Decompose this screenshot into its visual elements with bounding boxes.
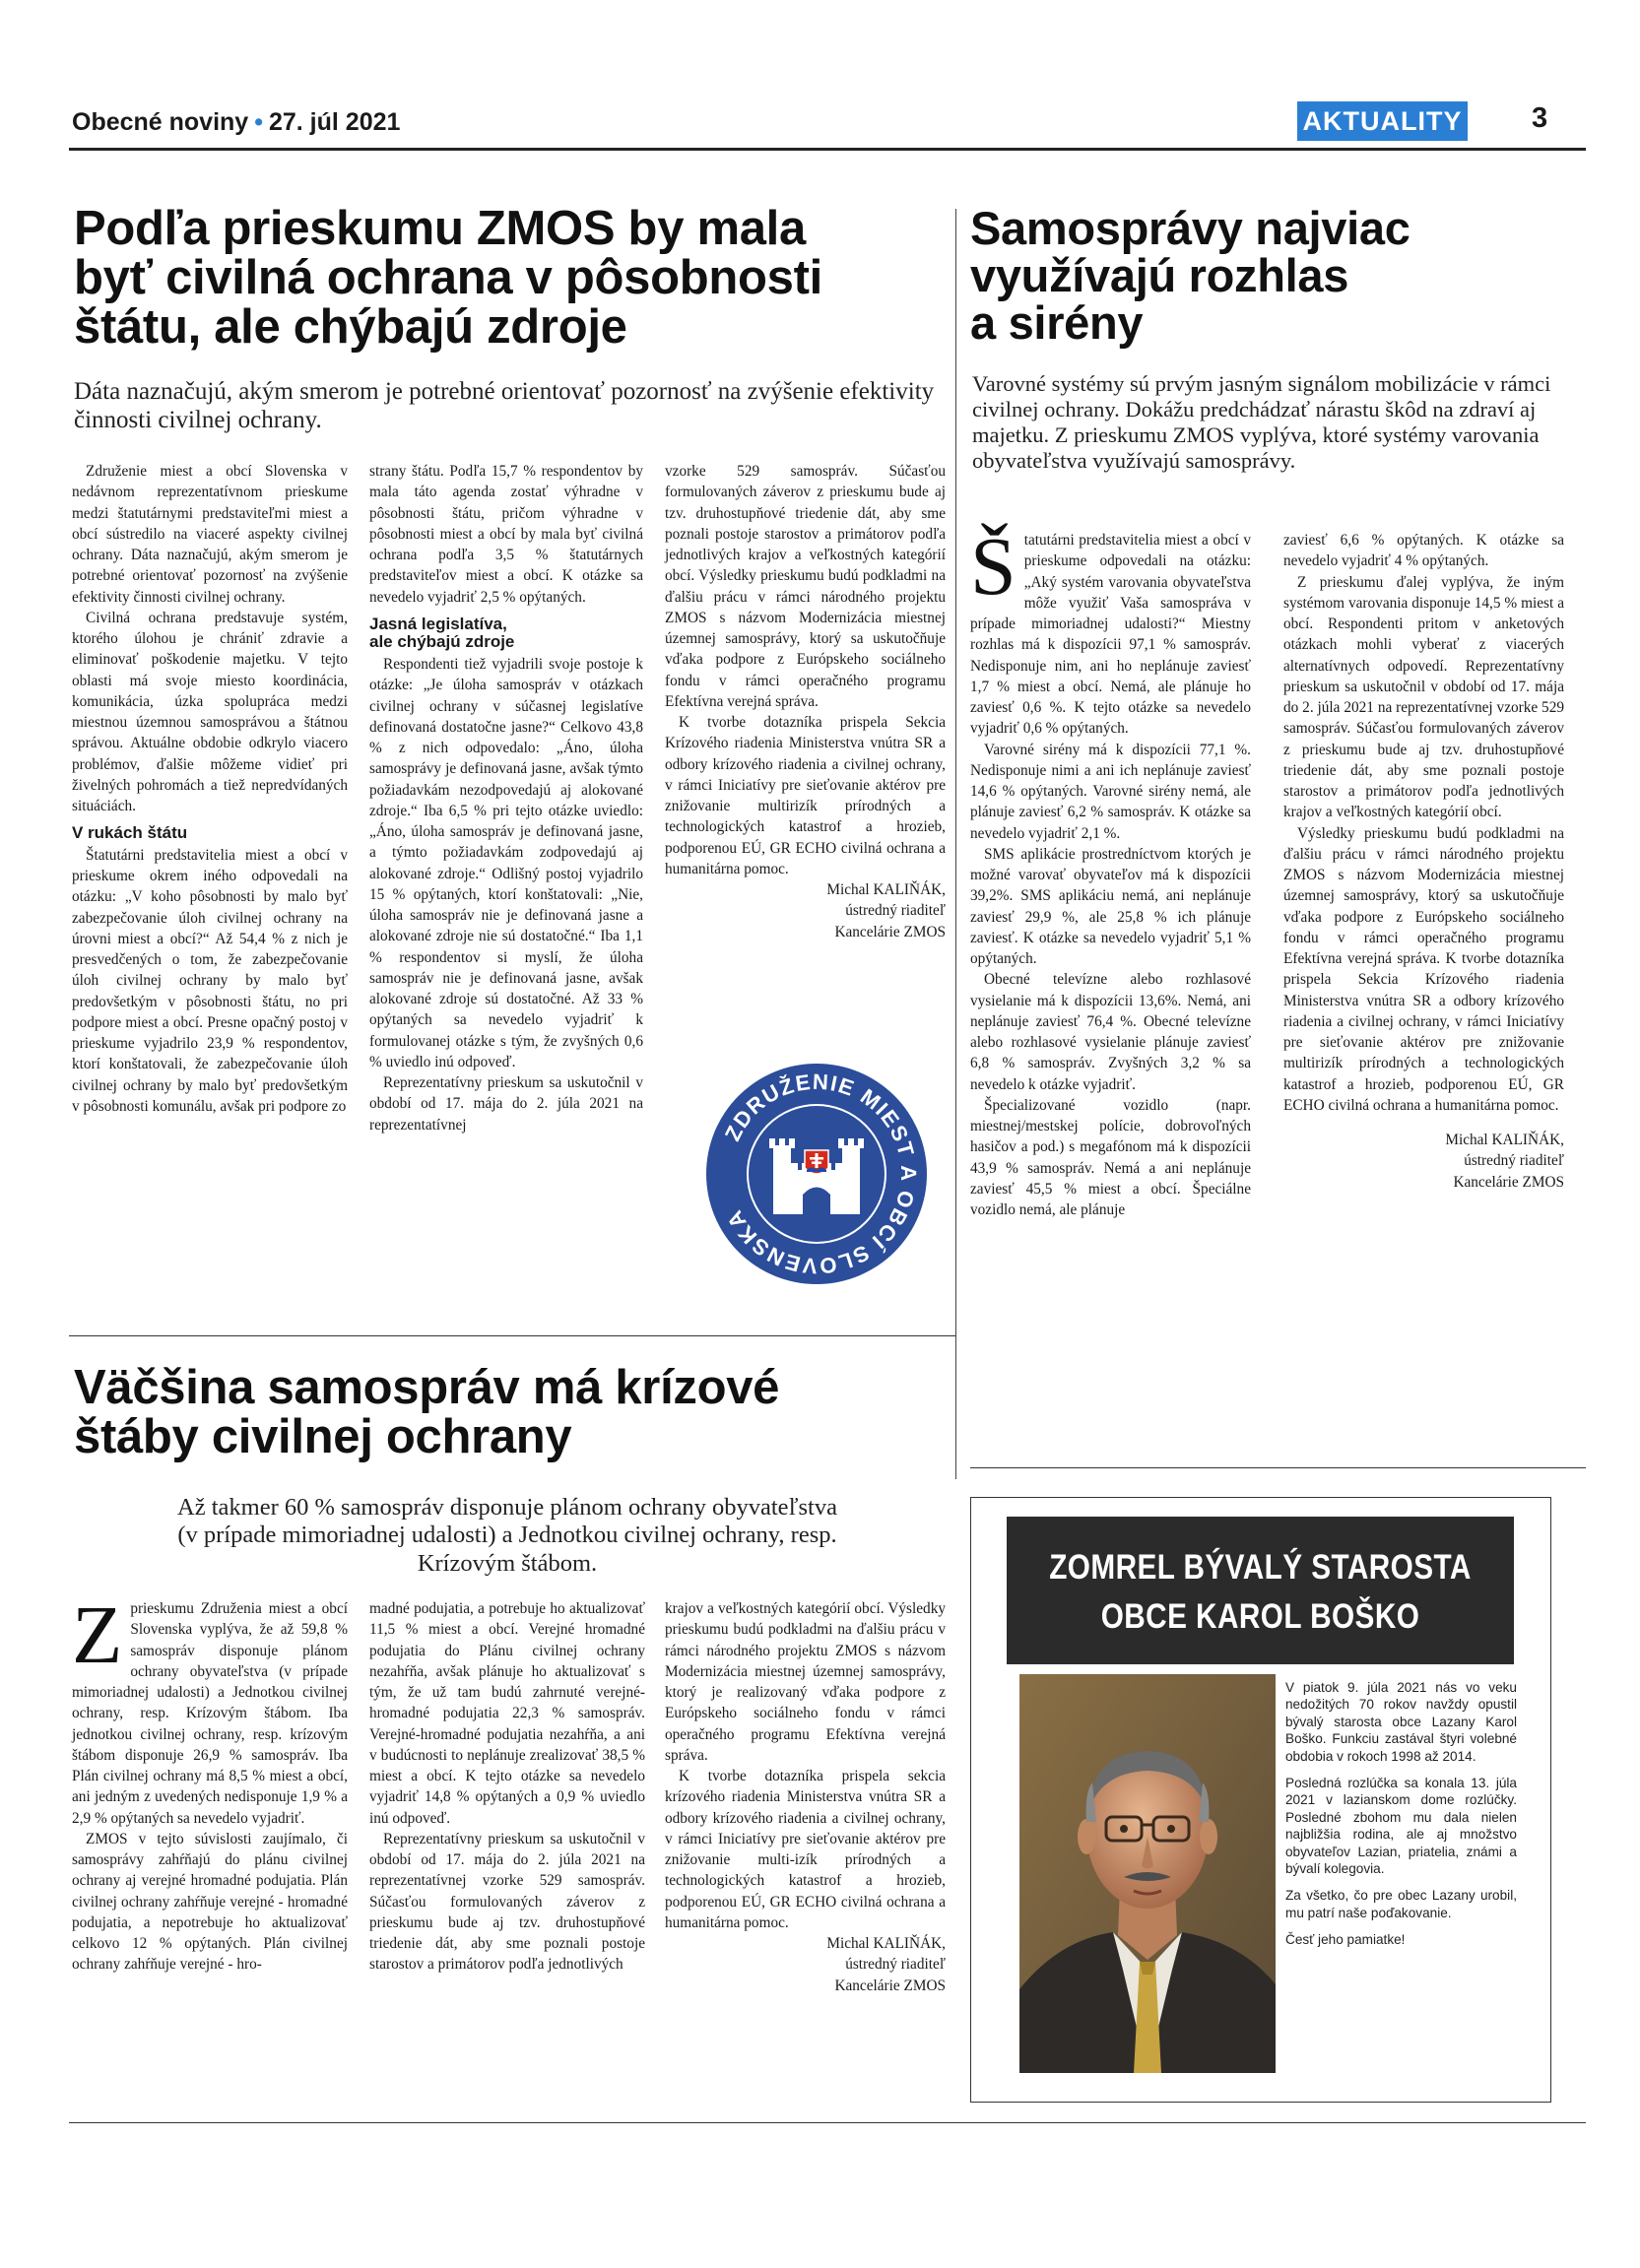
paragraph: Reprezentatívny prieskum sa uskutočnil v období od 17. mája do 2. júla 2021 na reprezentatívnej [369, 1074, 643, 1134]
article2-column-2 [1283, 530, 1564, 1193]
paragraph: Štatutárni predstavitelia miest a obcí v prieskume okrem iného odpovedali na otázku: „V koho pôsobnosti by malo byť zabezpečovanie úloh civilnej ochrany na úrovni miest a obcí?“ Až 54,4 % z nich je presvedčených o tom, že zabezpečovanie úloh civilnej ochrany by malo byť predovšetkým v pôsobnosti štátu, no pri podpore miest a obcí. Presne opačný postoj v prieskume vyjadrilo 23,9 % respondentov, ktorí konštatovali, že zabezpečovanie úloh civilnej ochrany by malo byť predovšetkým v pôsobnosti komunálu, avšak pri podpore zo [72, 846, 348, 1115]
publication-header [72, 108, 400, 137]
paragraph: strany štátu. Podľa 15,7 % respondentov by mala táto agenda zostať výhradne v pôsobnosti štátu, pričom výhradne v pôsobnosti miest a obcí by mala byť civilná ochrana podľa 3,5 % štatutárnych predstaviteľov miest a obcí. K otázke sa nevedelo vyjadriť 2,5 % opýtaných. [369, 463, 643, 606]
signature-role: ústredný riaditeľ [845, 1956, 946, 1974]
article2-title-line: a sirény [970, 295, 1144, 349]
subheading-line: ale chýbajú zdroje [369, 632, 515, 652]
lead-line: Až takmer 60 % samospráv disponuje plánom ochrany obyvateľstva [177, 1494, 837, 1521]
lead-line: (v prípade mimoriadnej udalosti) a Jednotkou civilnej ochrany, resp. [177, 1522, 837, 1549]
paragraph: K tvorbe dotazníka prispela sekcia krízového riadenia Ministerstva vnútra SR a odbory krízového riadenia a civilnej ochrany, v rámci Iniciatívy pre sieťovanie aktérov pre znižovanie multi-izík prírodných a technologických katastrof a hrozieb, podporenou EÚ, GR ECHO civilná ochrana a humanitárna pomoc. [665, 1768, 946, 1931]
obituary-title-line: OBCE KAROL BOŠKO [1100, 1597, 1420, 1636]
paragraph: krajov a veľkostných kategórií obcí. Výsledky prieskumu budú podkladmi na ďalšiu prácu v rámci národného projektu ZMOS s názvom Modernizácia miestnej územnej samosprávy, ktorý je realizovaný vďaka podpore z Európskeho sociálneho fondu v rámci operačného programu Efektívna verejná správa. [665, 1600, 946, 1764]
paragraph: Výsledky prieskumu budú podkladmi na ďalšiu prácu v rámci národného projektu ZMOS s názvom Modernizácia miestnej územnej samosprávy, ktorý sa uskutočňuje vďaka podpore z Európskeho sociálneho fondu v rámci operačného programu Efektívna verejná správa. K tvorbe dotazníka prispela Sekcia Krízového riadenia Ministerstva vnútra SR a odbory krízového riadenia a civilnej ochrany, v rámci Iniciatívy pre sieťovanie aktérov pre znižovanie multirizík prírodných a technologických katastrof a hrozieb, podporenou EÚ, GR ECHO civilná ochrana a humanitárna pomoc. [1283, 824, 1564, 1114]
section-label: AKTUALITY [1297, 101, 1468, 141]
header-separator: • [254, 108, 263, 136]
subheading [369, 616, 643, 652]
paragraph: K tvorbe dotazníka prispela Sekcia Krízového riadenia Ministerstva vnútra SR a odbory krízového riadenia a civilnej ochrany, v rámci Iniciatívy pre sieťovanie aktérov pre znižovanie multirizík prírodných a technologických katastrof a hrozieb, podporenou EÚ, GR ECHO civilná ochrana a humanitárna pomoc. [665, 714, 946, 877]
subheading: V rukách štátu [72, 823, 188, 843]
logo-ring-text: ZDRUŽENIE MIEST A OBCÍ SLOVENSKA [719, 1069, 922, 1279]
signature-org: Kancelárie ZMOS [834, 1976, 946, 1994]
article3-title-line: Väčšina samospráv má krízové [74, 1361, 780, 1414]
paragraph: Za všetko, čo pre obec Lazany urobil, mu patrí naše poďakovanie. [1285, 1888, 1517, 1920]
section-divider [970, 1467, 1586, 1468]
obituary-title-line: ZOMREL BÝVALÝ STAROSTA [1049, 1548, 1472, 1587]
article3-column-3 [665, 1598, 946, 1996]
paragraph: Civilná ochrana predstavuje systém, ktorého úlohou je chrániť zdravie a eliminovať poškodenie majetku. V tejto oblasti má svoje miesto koordinácia, komunikácia, úzka spolupráca medzi miestnou územnou samosprávou a štátnou správou. Aktuálne obdobie odkrylo viacero problémov, ďalšie môžeme vidieť pri živelných pohromách a tiež nepredvídaných situáciách. [72, 609, 348, 814]
paragraph: madné podujatia, a potrebuje ho aktualizovať 11,5 % miest a obcí. Verejné hromadné podujatia do Plánu civilnej ochrany nezahŕňa, avšak plánuje ho aktualizovať s tým, že už tam budú zahrnuté verejné-hromadné podujatia 22,3 % samospráv. Verejné-hromadné podujatia nezahŕňa, a ani v budúcnosti to neplánuje zrealizovať 38,5 % miest a obcí. K tejto otázke sa nevedelo vyjadriť 14,8 % opýtaných a 0,9 % uviedlo inú odpoveď. [369, 1600, 645, 1827]
paragraph [72, 1589, 348, 1829]
signature-name: Michal KALIŇÁK, [1445, 1132, 1564, 1148]
paragraph: vzorke 529 samospráv. Súčasťou formulovaných záverov z prieskumu bude aj tzv. druhostupňové triedenie dát, aby sme poznali postoje starostov a primátorov podľa jednotlivých krajov a veľkostných kategórií obcí. Výsledky prieskumu budú podkladmi na ďalšiu prácu v rámci národného projektu ZMOS s názvom Modernizácia miestnej územnej samosprávy, ktorý sa uskutočňuje vďaka podpore z Európskeho sociálneho fondu v rámci operačného programu Efektívna verejná správa. [665, 463, 946, 710]
article2-title-line: Samosprávy najviac [970, 202, 1410, 254]
signature-org: Kancelárie ZMOS [1453, 1173, 1564, 1191]
issue-date: 27. júl 2021 [268, 108, 401, 136]
signature-name: Michal KALIŇÁK, [826, 1935, 946, 1952]
column-divider [955, 209, 956, 1479]
page-number: 3 [1532, 102, 1548, 134]
paragraph: zaviesť 6,6 % opýtaných. K otázke sa nevedelo vyjadriť 4 % opýtaných. [1283, 532, 1564, 570]
obituary-portrait [1019, 1674, 1276, 2073]
signature-role: ústredný riaditeľ [1464, 1152, 1564, 1170]
zmos-logo [704, 1062, 929, 1286]
dropcap: Š [970, 521, 1017, 613]
dropcap: Z [72, 1589, 123, 1681]
article3-lead [74, 1494, 941, 1578]
header-rule [69, 148, 1586, 151]
article1-column-1 [72, 461, 348, 1117]
signature-role: ústredný riaditeľ [845, 902, 946, 920]
paragraph: SMS aplikácie prostredníctvom ktorých je možné varovať obyvateľov má k dispozícii 39,2%. SMS aplikáciu nemá, ani neplánuje zaviesť 29,9 %, ale 25,8 % ich plánuje zaviesť. K otázke sa nevedelo vyjadriť 5,1 % opýtaných. [970, 845, 1251, 967]
article1-column-2 [369, 461, 643, 1135]
portrait-image [1019, 1674, 1276, 2073]
paragraph: ZMOS v tejto súvislosti zaujímalo, či samosprávy zahŕňajú do plánu civilnej ochrany aj verejné hromadné podujatia. Plán civilnej ochrany zahŕňuje verejné - hromadné podujatia, a nepotrebuje ho aktualizovať celkovo 12 % opýtaných. Plán civilnej ochrany zahŕňuje verejné - hro- [72, 1830, 348, 1974]
signature-name: Michal KALIŇÁK, [826, 881, 946, 898]
paragraph: Varovné sirény má k dispozícii 77,1 %. Nedisponuje nimi a ani ich neplánuje zaviesť 14,6 % opýtaných. Varovné sirény nemá, ale plánuje zaviesť 6,2 % samospráv. K otázke sa nevedelo vyjadriť 2,1 %. [970, 741, 1251, 842]
section-divider [69, 1335, 955, 1336]
paragraph: Špecializované vozidlo (napr. miestnej/mestskej polície, dobrovoľných hasičov a pod.) s megafónom má k dispozícii 43,9 % samospráv. Nemá a ani neplánuje zaviesť 45,5 % miest a obcí. Špeciálne vozidlo nemá, ale plánuje [970, 1096, 1251, 1218]
article1-title-line: byť civilná ochrana v pôsobnosti [74, 250, 822, 304]
article3-column-2 [369, 1598, 645, 1976]
article2-column-1 [970, 521, 1251, 1220]
paragraph: V piatok 9. júla 2021 nás vo veku nedožitých 70 rokov navždy opustil bývalý starosta obce Lazany Karol Boško. Funkciu zastával štyri volebné obdobia v rokoch 1998 až 2014. [1285, 1680, 1517, 1764]
article1-column-3 [665, 461, 946, 942]
article1-title-line: štátu, ale chýbajú zdroje [74, 299, 627, 354]
obituary-title [1007, 1517, 1514, 1664]
paragraph: Reprezentatívny prieskum sa uskutočnil v období od 17. mája do 2. júla 2021 na reprezentatívnej vzorke 529 samospráv. Súčasťou formulovaných záverov z prieskumu bude aj tzv. druhostupňové triedenie dát, aby sme poznali postoje starostov a primátorov podľa jednotlivých [369, 1830, 645, 1974]
bottom-rule [69, 2122, 1586, 2123]
obituary-text [1285, 1679, 1517, 1958]
signature-org: Kancelárie ZMOS [834, 923, 946, 940]
paragraph: Obecné televízne alebo rozhlasové vysielanie má k dispozícii 13,6%. Nemá, ani neplánuje zaviesť 76,4 %. Obecné televízne alebo rozhlasové vysielanie plánuje zaviesť 6,8 % samospráv. Zvyšných 3,2 % sa nevedelo k otázke vyjadriť. [970, 971, 1251, 1093]
paragraph: Posledná rozlúčka sa konala 13. júla 2021 v lazianskom dome rozlúčky. Posledné zbohom mu dala nielen najbližšia rodina, ale aj množstvo obyvateľov Lazian, priatelia, známi a bývalí kolegovia. [1285, 1775, 1517, 1876]
subheading-line: Jasná legislatíva, [369, 614, 507, 633]
article1-lead: Dáta naznačujú, akým smerom je potrebné orientovať pozornosť na zvýšenie efektivity činnosti civilnej ochrany. [74, 378, 935, 433]
slovak-shield-icon [805, 1150, 828, 1174]
logo-gate [803, 1188, 830, 1215]
article2-title-line: využívajú rozhlas [970, 248, 1349, 301]
article1-title [74, 202, 951, 354]
article1-title-line: Podľa prieskumu ZMOS by mala [74, 202, 806, 255]
publication-name: Obecné noviny [72, 108, 249, 136]
paragraph: Z prieskumu ďalej vyplýva, že iným systémom varovania disponuje 14,5 % miest a obcí. Respondenti pritom v anketových otázkach mohli vyberať z viacerých alternatívnych odpovedí. Reprezentatívny prieskum sa uskutočnil v období od 17. mája do 2. júla 2021 na reprezentatívnej vzorke 529 samospráv. Súčasťou formulovaných záverov z prieskumu bude aj tzv. druhostupňové triedenie dát, aby sme poznali postoje starostov a primátorov podľa jednotlivých krajov a veľkostných kategórií obcí. [1283, 573, 1564, 821]
paragraph: Česť jeho pamiatke! [1285, 1932, 1406, 1948]
paragraph: Respondenti tiež vyjadrili svoje postoje k otázke: „Je úloha samospráv v otázkach civilnej ochrany v súčasnej legislatíve definovaná dostatočne jasne?“ Celkovo 43,8 % z nich odpovedalo: „Áno, úloha samosprávy je definovaná jasne, avšak týmto požiadavkám nezodpovedajú aj alokované zdroje.“ Iba 6,5 % pri tejto otázke uviedlo: „Áno, úloha samospráv je definovaná jasne, a týmto požiadavkám zodpovedajú aj alokované zdroje.“ Odlišný postoj vyjadrilo 15 % opýtaných, ktorí konštatovali: „Nie, úloha samospráv nie je definovaná jasne a alokované zdroje nie sú dostatočné.“ Iba 1,1 % respondentov si myslí, že úloha samospráv nie je definovaná jasne, avšak alokované zdroje sú dostatočné. Až 33 % opýtaných sa nevedelo vyjadriť k formulovanej otázke s tým, že zvyšných 0,6 % uviedlo inú odpoveď. [369, 656, 643, 1070]
paragraph: Združenie miest a obcí Slovenska v nedávnom reprezentatívnom prieskume medzi štatutárnymi predstaviteľmi miest a obcí sústredilo na viaceré aspekty civilnej ochrany. Dáta naznačujú, akým smerom je potrebné orientovať pozornosť na zvýšenie efektivity činnosti civilnej ochrany. [72, 463, 348, 606]
article3-title [74, 1361, 951, 1463]
paragraph-text: prieskumu Združenia miest a obcí Slovenska vyplýva, že až 59,8 % samospráv disponuje plánom ochrany obyvateľstva (v prípade mimoriadnej udalosti) a Jednotkou civilnej ochrany, resp. Krízovým štábom. Iba jednotkou civilnej ochrany, resp. krízovým štábom disponuje 26,9 % samospráv. Iba Plán civilnej ochrany má 8,5 % miest a obcí, ani jedným z uvedených nedisponuje 1,9 % a 2,9 % opýtaných sa nevedelo vyjadriť. [72, 1600, 348, 1827]
paragraph-text: tatutárni predstavitelia miest a obcí v prieskume odpovedali na otázku: „Aký systém varovania obyvateľstva môže využiť Vaša samospráva v prípade mimoriadnej udalosti?“ Miestny rozhlas má k dispozícii 97,1 % samospráv. Nedisponuje nim, ani ho neplánuje zaviesť 1,7 % miest a obcí. Nemá, ale plánuje ho zaviesť 0,6 %. K tejto otázke sa nevedelo vyjadriť 0,6 % opýtaných. [970, 532, 1251, 738]
article3-column-1 [72, 1589, 348, 1976]
article2-lead: Varovné systémy sú prvým jasným signálom mobilizácie v rámci civilnej ochrany. Dokážu predchádzať nárastu škôd na zdraví aj majetku. Z prieskumu ZMOS vyplýva, ktoré systémy varovania obyvateľstva využívajú samosprávy. [972, 371, 1551, 474]
lead-line: Krízovým štábom. [417, 1549, 598, 1577]
article3-title-line: štáby civilnej ochrany [74, 1409, 572, 1463]
article2-title [970, 202, 1561, 349]
paragraph [970, 521, 1251, 740]
